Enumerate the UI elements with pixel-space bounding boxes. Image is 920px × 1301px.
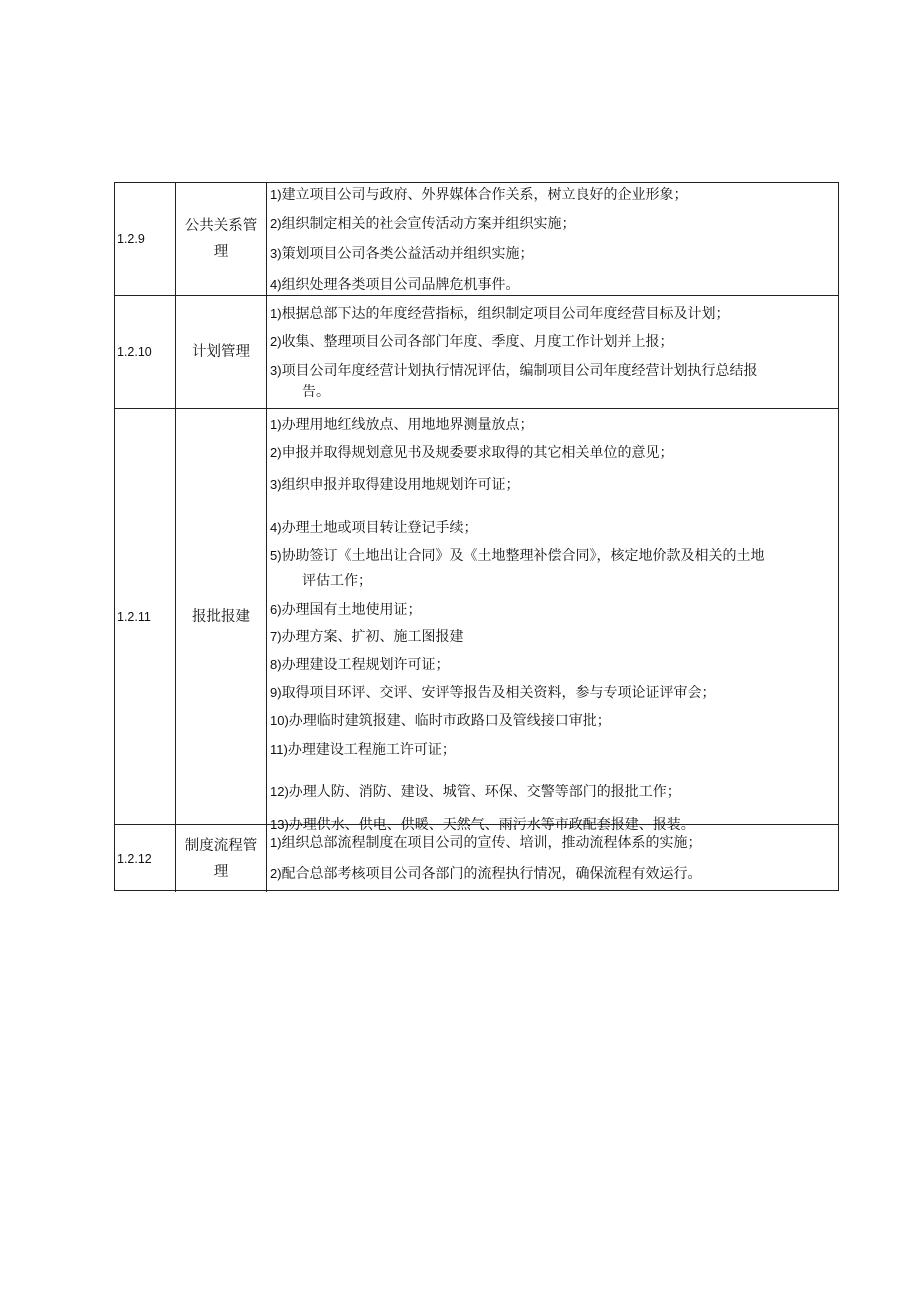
- duty-number: 1): [270, 306, 282, 321]
- duty-text: 办理建设工程规划许可证；: [281, 657, 450, 673]
- duty-item: [270, 271, 834, 299]
- duty-number: 2): [270, 216, 282, 231]
- duty-text-continued: 告。: [302, 384, 330, 400]
- duty-item: [270, 623, 834, 651]
- duty-number: 6): [270, 602, 282, 617]
- duty-text: 办理国有土地使用证；: [281, 602, 422, 618]
- duty-number: 7): [270, 629, 282, 644]
- duty-number: 10): [270, 713, 289, 728]
- duty-text: 办理用地红线放点、用地地界测量放点；: [281, 417, 534, 433]
- table-row: [115, 296, 838, 409]
- duty-number: 4): [270, 520, 282, 535]
- duty-number: 1): [270, 835, 282, 850]
- duty-item-continued: [270, 568, 834, 595]
- duty-text: 取得项目环评、交评、安评等报告及相关资料，参与专项论证评审会；: [281, 685, 716, 701]
- duty-text: 组织总部流程制度在项目公司的宣传、培训，推动流程体系的实施；: [281, 835, 702, 851]
- table-row: [115, 183, 838, 296]
- duty-text: 组织申报并取得建设用地规划许可证；: [281, 477, 520, 493]
- duty-text: 办理建设工程施工许可证；: [287, 742, 456, 758]
- section-duties: [267, 409, 838, 833]
- duty-text: 组织制定相关的社会宣传活动方案并组织实施；: [281, 216, 576, 232]
- duty-item: [270, 210, 834, 238]
- section-title: 报批报建: [176, 409, 267, 824]
- duty-item: [270, 328, 834, 356]
- duty-number: 1): [270, 187, 282, 202]
- duty-text: 收集、整理项目公司各部门年度、季度、月度工作计划并上报；: [281, 334, 674, 350]
- duty-item: [270, 300, 834, 328]
- duty-number: 1): [270, 417, 282, 432]
- duty-item: [270, 542, 834, 570]
- duty-number: 11): [270, 742, 288, 757]
- table-row: [115, 409, 838, 833]
- duty-number: 2): [270, 445, 282, 460]
- duty-item: [270, 596, 834, 624]
- table-row: [115, 825, 838, 892]
- duty-item: [270, 778, 834, 806]
- duty-item: [270, 181, 834, 209]
- duty-text: 办理临时建筑报建、临时市政路口及管线接口审批；: [288, 713, 611, 729]
- duty-text: 策划项目公司各类公益活动并组织实施；: [281, 246, 534, 262]
- duty-item: [270, 240, 834, 268]
- duty-item: [270, 860, 834, 888]
- section-title: 公共关系管理: [176, 183, 267, 295]
- section-duties: [267, 183, 838, 295]
- duty-item: [270, 514, 834, 542]
- duty-number: 2): [270, 334, 282, 349]
- duty-text: 项目公司年度经营计划执行情况评估，编制项目公司年度经营计划执行总结报: [281, 363, 758, 379]
- duty-number: 3): [270, 477, 282, 492]
- duty-number: 3): [270, 363, 282, 378]
- duty-text: 办理土地或项目转让登记手续；: [281, 520, 478, 536]
- duty-item: [270, 736, 834, 764]
- duty-number: 5): [270, 548, 282, 563]
- responsibility-table: [114, 182, 839, 891]
- duty-item: [270, 829, 834, 857]
- section-duties: [267, 825, 838, 892]
- duty-number: 13): [270, 817, 289, 832]
- duty-item: [270, 707, 834, 735]
- duty-text: 办理方案、扩初、施工图报建: [281, 629, 464, 645]
- duty-text: 建立项目公司与政府、外界媒体合作关系，树立良好的企业形象；: [281, 187, 688, 203]
- duty-text: 配合总部考核项目公司各部门的流程执行情况，确保流程有效运行。: [281, 866, 702, 882]
- duty-text: 协助签订《土地出让合同》及《土地整理补偿合同》，核定地价款及相关的土地: [281, 548, 765, 564]
- duty-number: 9): [270, 685, 282, 700]
- duty-number: 3): [270, 246, 282, 261]
- duty-item: [270, 679, 834, 707]
- duty-number: 4): [270, 277, 282, 292]
- duty-item: [270, 411, 834, 439]
- duty-text-continued: 评估工作；: [302, 573, 372, 589]
- section-number: 1.2.10: [115, 296, 176, 408]
- section-number: 1.2.12: [115, 825, 176, 892]
- duty-item: [270, 471, 834, 499]
- section-title: 计划管理: [176, 296, 267, 408]
- duty-text: 办理供水、供电、供暖、天然气、雨污水等市政配套报建、报装。: [288, 817, 695, 833]
- duty-text: 办理人防、消防、建设、城管、环保、交警等部门的报批工作；: [288, 784, 681, 800]
- section-title: 制度流程管理: [176, 825, 267, 892]
- section-number: 1.2.11: [115, 409, 176, 824]
- duty-text: 组织处理各类项目公司品牌危机事件。: [281, 277, 520, 293]
- duty-number: 12): [270, 784, 289, 799]
- duty-text: 根据总部下达的年度经营指标，组织制定项目公司年度经营目标及计划；: [281, 306, 730, 322]
- duty-item-continued: [270, 379, 834, 406]
- section-number: 1.2.9: [115, 183, 176, 295]
- duty-number: 2): [270, 866, 282, 881]
- duty-text: 申报并取得规划意见书及规委要求取得的其它相关单位的意见；: [281, 445, 674, 461]
- section-duties: [267, 296, 838, 408]
- duty-number: 8): [270, 657, 282, 672]
- duty-item: [270, 439, 834, 467]
- duty-item: [270, 651, 834, 679]
